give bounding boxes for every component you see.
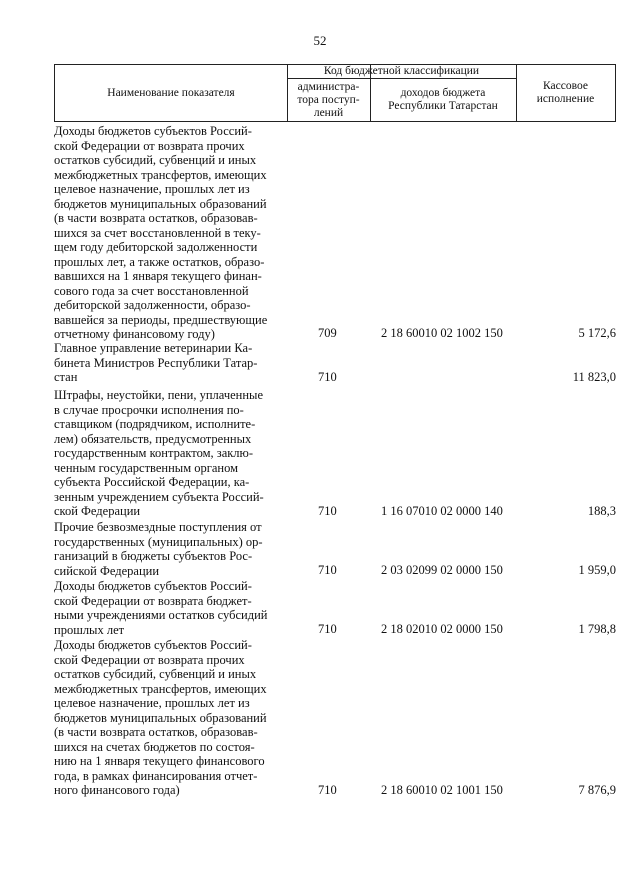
admin-code: 710 <box>318 504 337 518</box>
cash-amount: 7 876,9 <box>578 783 616 797</box>
header-income-code-column: доходов бюджета Республики Татарстан <box>388 87 498 112</box>
header-code-group: Код бюджетной классификации <box>323 65 480 77</box>
income-code: 2 18 02010 02 0000 150 <box>381 622 503 636</box>
income-code: 2 18 60010 02 1002 150 <box>381 326 503 340</box>
indicator-name: Доходы бюджетов субъектов Россий- ской Федерации от возврата прочих остатков субсидий, субвенций и иных межбюджетных трансфертов, имеющих целевое назначение, прошлых лет из бюджетов муниципальных образований (в части возврата остатков, образовав- шихся на счетах бюджетов по состоя- нию на 1 января текущего финансового года, в рамках финансирования отчет- ного финансового года) <box>54 638 267 797</box>
income-code: 1 16 07010 02 0000 140 <box>381 504 503 518</box>
admin-code: 710 <box>318 622 337 636</box>
cash-amount: 5 172,6 <box>578 326 616 340</box>
income-code: 2 03 02099 02 0000 150 <box>381 563 503 577</box>
admin-code: 709 <box>318 326 337 340</box>
admin-code: 710 <box>318 783 337 797</box>
header-name-column: Наименование показателя <box>107 86 235 99</box>
indicator-name: Доходы бюджетов субъектов Россий- ской Федерации от возврата бюджет- ными учреждениями остатков субсидий прошлых лет <box>54 579 268 637</box>
cash-amount: 1 959,0 <box>578 563 616 577</box>
indicator-name: Главное управление ветеринарии Ка- бинета Министров Республики Татар- стан <box>54 341 258 384</box>
cash-amount: 1 798,8 <box>578 622 616 636</box>
table-header <box>54 64 616 122</box>
admin-code: 710 <box>318 370 337 384</box>
income-code: 2 18 60010 02 1001 150 <box>381 783 503 797</box>
indicator-name: Штрафы, неустойки, пени, уплаченные в случае просрочки исполнения по- ставщиком (подрядчиком, исполните- лем) обязательств, предусмотренных государственным контрактом, заклю- ченным государственным органом субъекта Российской Федерации, ка- зенным учреждением субъекта Россий- ской Федерации <box>54 388 264 518</box>
cash-amount: 11 823,0 <box>572 370 616 384</box>
header-admin-column: администра- тора поступ- лений <box>297 80 360 119</box>
cash-amount: 188,3 <box>587 504 616 518</box>
admin-code: 710 <box>318 563 337 577</box>
page-number: 52 <box>313 33 327 48</box>
indicator-name: Прочие безвозмездные поступления от государственных (муниципальных) ор- ганизаций в бюджеты субъектов Рос- сийской Федерации <box>54 520 263 578</box>
header-cash-column: Кассовое исполнение <box>536 80 595 105</box>
indicator-name: Доходы бюджетов субъектов Россий- ской Федерации от возврата прочих остатков субсидий, субвенций и иных межбюджетных трансфертов, имеющих целевое назначение, прошлых лет из бюджетов муниципальных образований (в части возврата остатков, образовав- шихся за счет восстановленной в теку- щем году дебиторской задолженности прошлых лет, а также остатков, образо- вавшихся на 1 января текущего финан- сового года за счет восстановленной дебиторской задолженности, образо- вавшейся за периоды, предшествующие отчетному финансовому году) <box>54 124 268 341</box>
